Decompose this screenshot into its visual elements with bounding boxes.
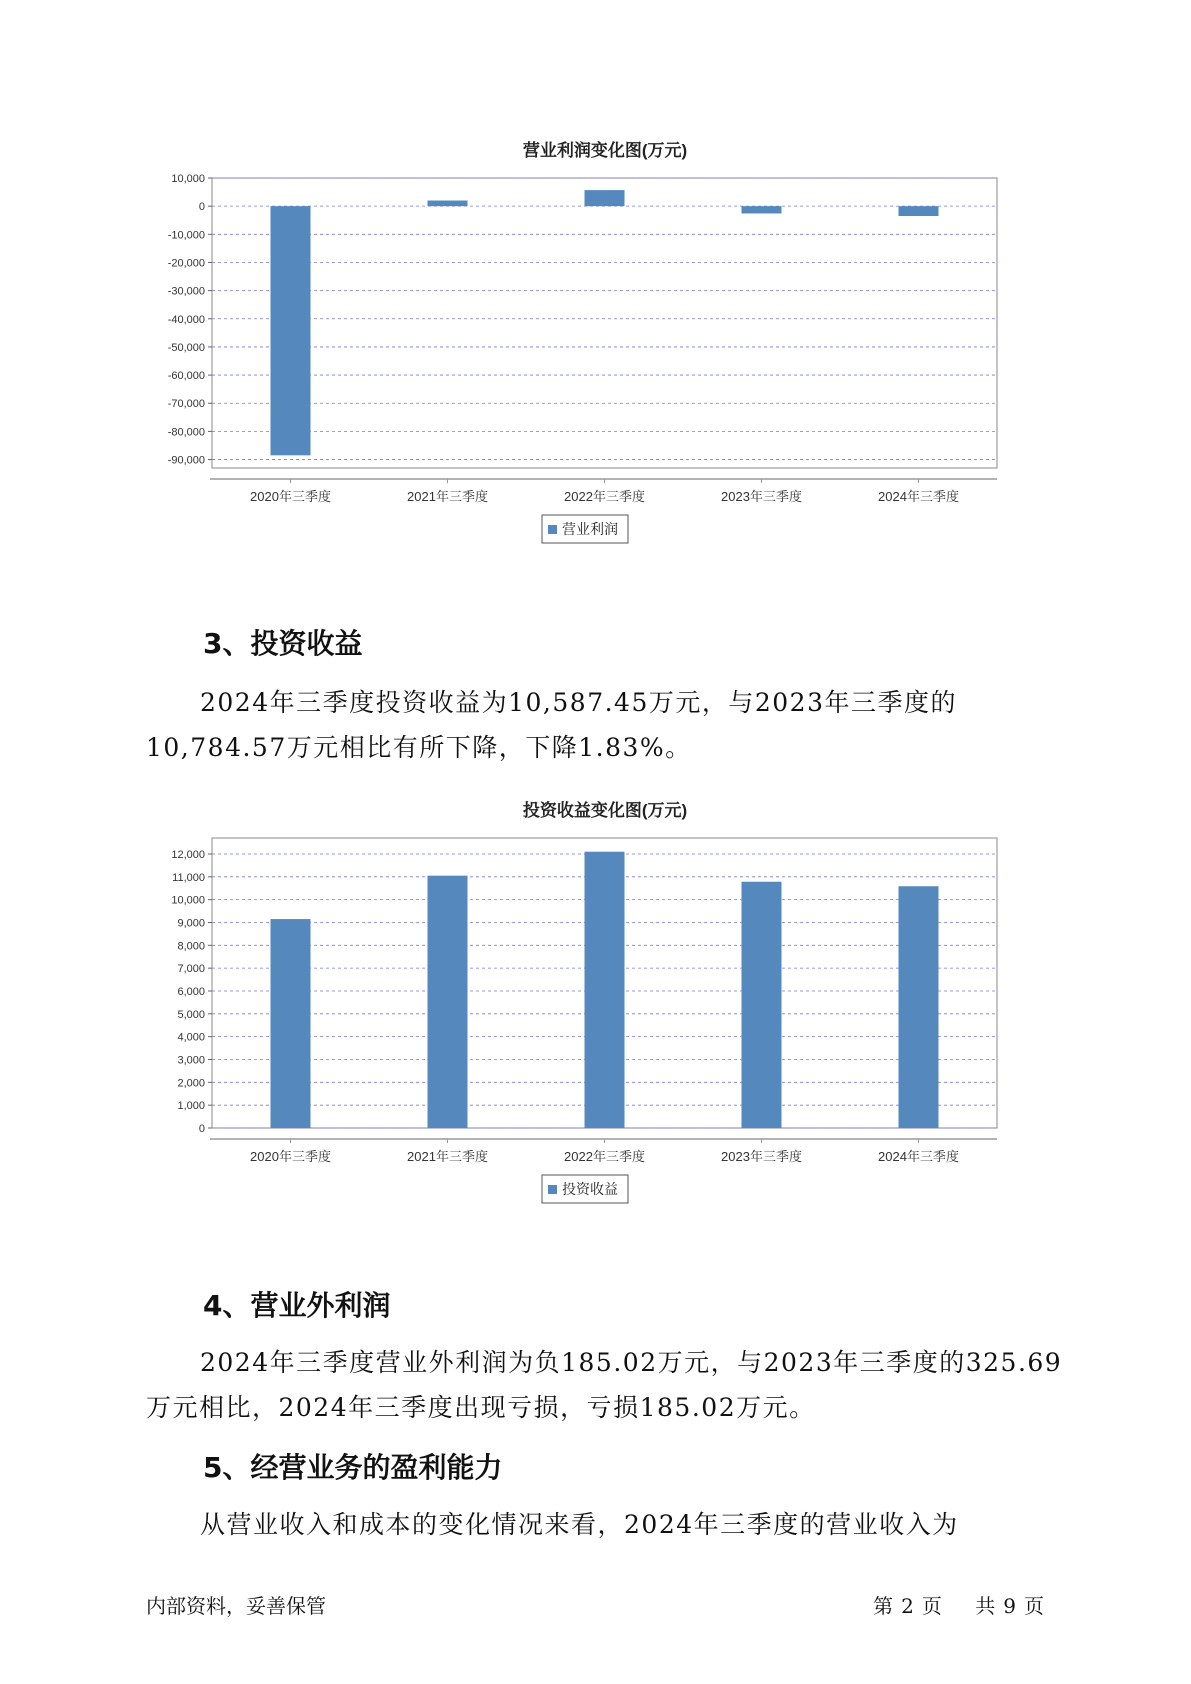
y-tick-label: 9,000 [177, 917, 205, 930]
y-tick-label: 11,000 [172, 871, 205, 884]
y-tick-label: 4,000 [177, 1031, 205, 1044]
bar [899, 886, 939, 1128]
x-tick-label: 2021年三季度 [407, 1149, 488, 1164]
y-tick-label: 8,000 [177, 940, 205, 953]
y-tick-label: -90,000 [167, 454, 205, 467]
chart-title: 营业利润变化图(万元) [522, 141, 688, 160]
bar [271, 206, 311, 455]
total-pages: 9 [1003, 1594, 1016, 1618]
section-heading-investment-income: 3、投资收益 [203, 627, 363, 660]
section-heading-profitability: 5、经营业务的盈利能力 [203, 1451, 503, 1484]
y-tick-label: -30,000 [167, 285, 205, 298]
operating-profit-chart [150, 140, 1020, 595]
x-tick-label: 2024年三季度 [878, 489, 959, 504]
y-tick-label: 0 [198, 1123, 205, 1135]
x-tick-label: 2021年三季度 [407, 489, 488, 504]
x-tick-label: 2023年三季度 [721, 489, 802, 504]
page-number: 2 [901, 1594, 914, 1618]
bar [742, 206, 782, 213]
y-tick-label: 0 [198, 201, 205, 214]
legend [542, 515, 628, 543]
bar [428, 201, 468, 207]
y-tick-label: 7,000 [177, 963, 205, 976]
bar [899, 206, 939, 216]
y-tick-label: 10,000 [171, 894, 205, 907]
y-tick-label: -60,000 [167, 370, 205, 383]
legend-swatch [548, 1185, 557, 1194]
y-tick-label: 6,000 [177, 985, 205, 998]
y-tick-label: 5,000 [177, 1008, 205, 1021]
section-heading-non-operating-profit: 4、营业外利润 [203, 1289, 391, 1322]
y-tick-label: -50,000 [167, 341, 205, 354]
legend [542, 1175, 628, 1203]
bar [585, 852, 625, 1128]
y-tick-label: -70,000 [167, 398, 205, 411]
y-tick-label: -40,000 [167, 313, 205, 326]
y-tick-label: -20,000 [167, 257, 205, 270]
investment-income-chart [150, 800, 1020, 1255]
y-tick-label: 3,000 [177, 1054, 205, 1067]
bar [271, 919, 311, 1128]
x-tick-label: 2023年三季度 [721, 1149, 802, 1164]
y-tick-label: -80,000 [167, 426, 205, 439]
legend-swatch [548, 525, 557, 534]
y-tick-label: 10,000 [171, 173, 205, 185]
x-tick-label: 2020年三季度 [250, 1149, 331, 1164]
footer-page-info: 第 2 页 共 9 页 [873, 1594, 1044, 1618]
y-tick-label: 12,000 [171, 848, 205, 861]
footer-confidential-note: 内部资料，妥善保管 [146, 1594, 326, 1618]
x-tick-label: 2024年三季度 [878, 1149, 959, 1164]
legend-label: 投资收益 [562, 1181, 618, 1197]
paragraph-investment-income: 2024年三季度投资收益为10,587.45万元，与2023年三季度的10,784.57万元相比有所下降，下降1.83%。 [146, 688, 957, 762]
paragraph-profitability: 从营业收入和成本的变化情况来看，2024年三季度的营业收入为 [200, 1510, 959, 1539]
y-tick-label: 1,000 [177, 1100, 205, 1113]
x-tick-label: 2020年三季度 [250, 489, 331, 504]
y-tick-label: -10,000 [167, 229, 205, 242]
bar [585, 190, 625, 206]
chart-title: 投资收益变化图(万元) [522, 801, 688, 820]
paragraph-non-operating-profit: 2024年三季度营业外利润为负185.02万元，与2023年三季度的325.69万元相比，2024年三季度出现亏损，亏损185.02万元。 [146, 1348, 1063, 1422]
x-tick-label: 2022年三季度 [564, 1149, 645, 1164]
x-tick-label: 2022年三季度 [564, 489, 645, 504]
bar [742, 882, 782, 1128]
legend-label: 营业利润 [562, 521, 618, 537]
bar [428, 876, 468, 1128]
plot-area [212, 178, 997, 468]
y-tick-label: 2,000 [177, 1077, 205, 1090]
